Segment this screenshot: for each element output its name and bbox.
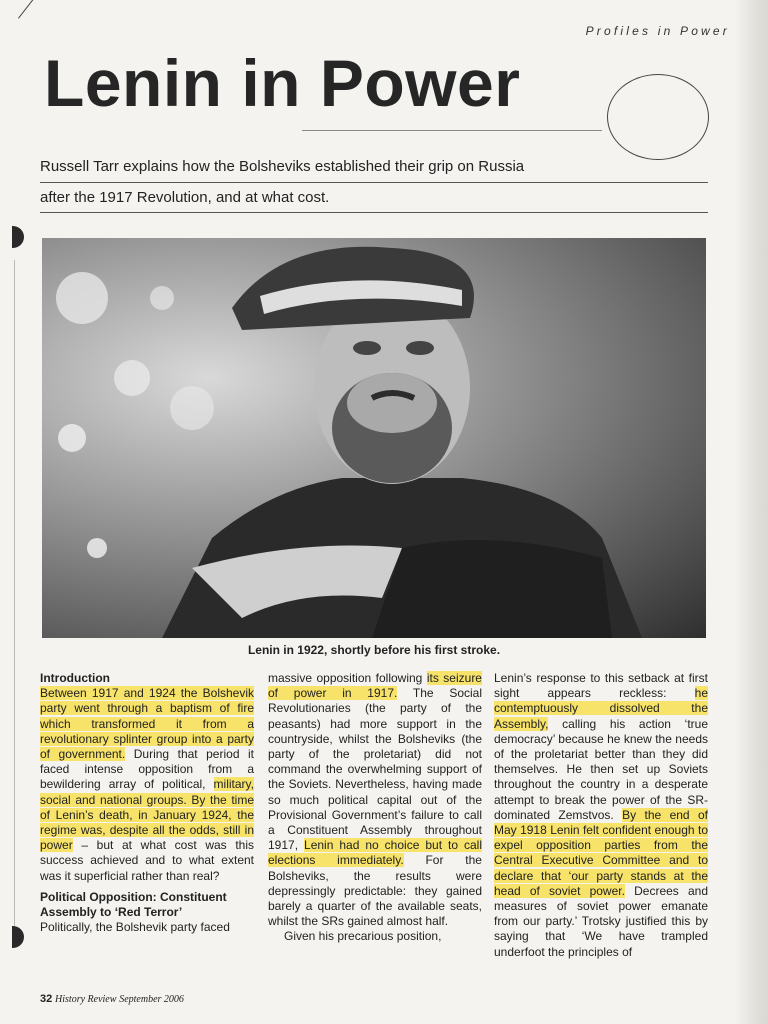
page-footer xyxy=(40,993,184,1005)
body-text: During that period it faced intense opposition from a bewildering array of political, xyxy=(40,747,255,792)
body-text: The Social Revolutionaries (the party of the peasants) had more support in the countryside, whilst the Bolsheviks (the party of the proletariat) did not command the overwhelming support of the Soviets. Nevertheless, having made so much political capital out of the Provisional Government’s failure to call a Constituent Assembly throughout 1917, xyxy=(268,686,483,853)
body-text: calling his action ‘true democracy’ because he knew the needs of the proletariat better than they did themselves. He then set up Soviets throughout the country in a desperate attempt to break the power of the SR-dominated Zemstvos. xyxy=(494,716,708,822)
body-paragraph xyxy=(494,671,708,960)
standfirst-rule xyxy=(40,212,708,213)
highlighted-text: military, social and national groups. By the time of Lenin’s death, in January 1924, the regime was, despite all the odds, still in power xyxy=(40,777,254,853)
issue-date: September 2006 xyxy=(119,994,184,1005)
highlighted-text: he contemptuously dissolved the Assembly, xyxy=(494,686,708,731)
section-heading: Political Opposition: Constituent Assembly to ‘Red Terror’ xyxy=(40,889,227,920)
body-text: massive opposition following xyxy=(268,671,427,685)
lenin-photo xyxy=(42,238,706,638)
highlighted-text: Lenin had no choice but to call elections immediately. xyxy=(268,838,482,868)
highlighted-text: By the end of May 1918 Lenin felt confident enough to expel opposition parties from the Central Executive Committee and to declare that ‘our party stands at the head of soviet power. xyxy=(494,807,708,898)
standfirst-line-2: after the 1917 Revolution, and at what cost. xyxy=(40,189,330,206)
body-paragraph xyxy=(268,671,482,929)
binder-hole-marker xyxy=(12,226,24,248)
scan-edge-shadow xyxy=(734,0,768,1024)
photo-caption: Lenin in 1922, shortly before his first stroke. xyxy=(247,643,501,657)
page-number: 32 xyxy=(40,993,53,1005)
title-rule xyxy=(302,130,602,131)
pen-circle-mark xyxy=(607,74,709,160)
standfirst-line-1: Russell Tarr explains how the Bolsheviks established their grip on Russia xyxy=(40,158,525,175)
article-column-2 xyxy=(268,671,482,945)
highlighted-text: Between 1917 and 1924 the Bolshevik party went through a baptism of fire which transformed it from a revolutionary splinter group into a party of government. xyxy=(40,686,254,762)
body-paragraph: Given his precarious position, xyxy=(284,929,442,944)
binder-hole-marker xyxy=(12,926,24,948)
publication-name: History Review xyxy=(55,994,117,1005)
body-text: Decrees and measures of soviet power emanate from our party.’ Trotsky justified this by saying that ‘We have trampled underfoot the principles of xyxy=(494,883,708,959)
intro-paragraph xyxy=(40,686,254,884)
pencil-mark xyxy=(18,0,43,19)
intro-heading: Introduction xyxy=(40,671,110,685)
body-text: Lenin’s response to this setback at first sight appears reckless: xyxy=(494,671,708,701)
series-label: Profiles in Power xyxy=(585,24,730,38)
article-column-1 xyxy=(40,671,254,935)
standfirst-rule xyxy=(40,182,708,183)
highlighted-text: its seizure of power in 1917. xyxy=(268,671,482,701)
body-text: – but at what cost was this success achieved and to what extent was it superficial rather than real? xyxy=(40,838,254,883)
body-text: For the Bolsheviks, the results were depressingly predictable: they gained barely a quarter of the available seats, whilst the SRs gained almost half. xyxy=(268,853,482,929)
scan-line xyxy=(14,260,15,940)
photo-illustration xyxy=(42,238,706,638)
article-title: Lenin in Power xyxy=(44,46,521,120)
article-column-3 xyxy=(494,671,708,960)
body-paragraph: Politically, the Bolshevik party faced xyxy=(40,920,230,935)
